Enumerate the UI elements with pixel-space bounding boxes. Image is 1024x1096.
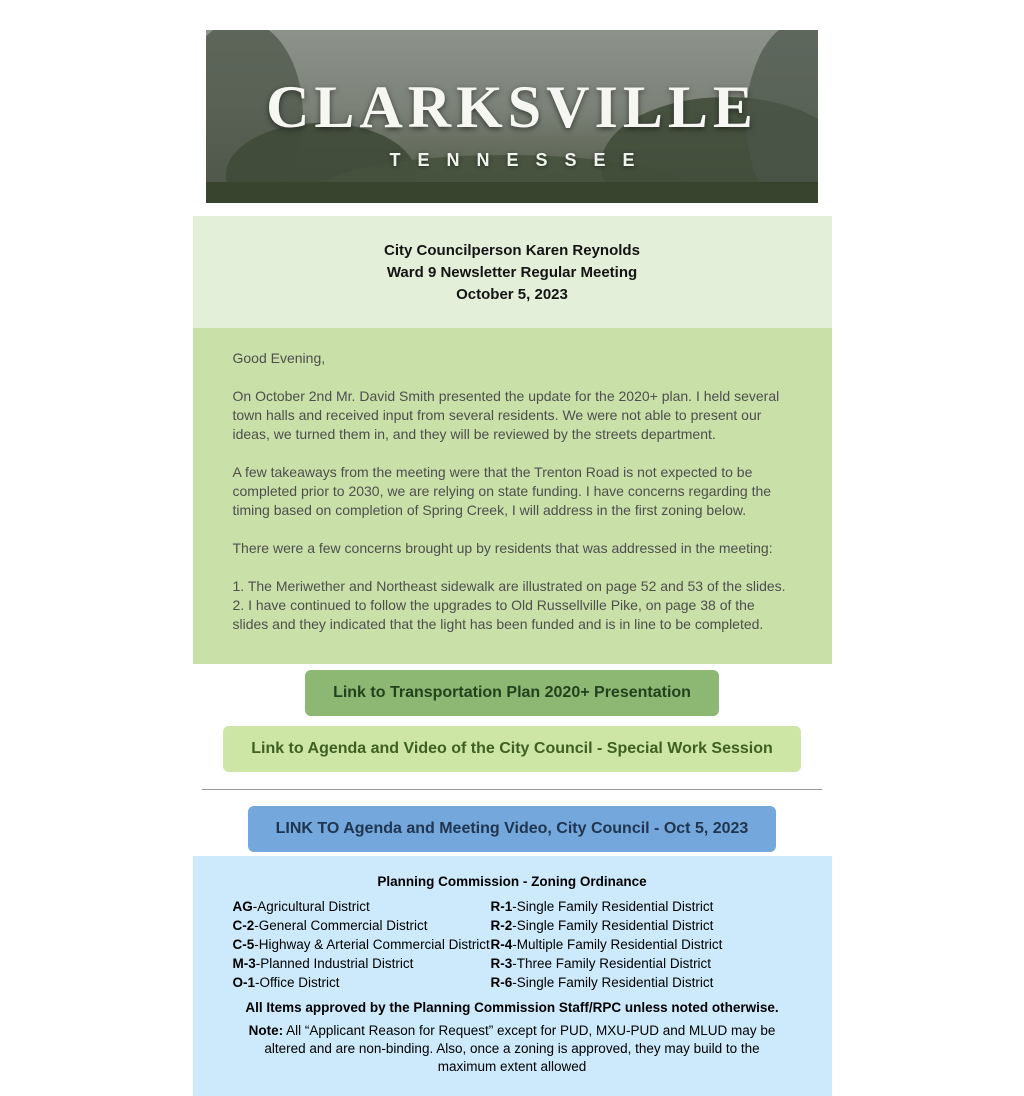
zoning-section-title: Planning Commission - Zoning Ordinance [377, 874, 647, 889]
zoning-row [233, 916, 792, 935]
approval-statement: All Items approved by the Planning Commission Staff/RPC unless noted otherwise. [245, 1000, 779, 1015]
note-body: All “Applicant Reason for Request” except for PUD, MXU-PUD and MLUD may be altered and are non-binding. Also, once a zoning is approved, they may build to the maximum extent allowed [264, 1023, 776, 1074]
zoning-entry [491, 935, 792, 954]
zoning-code: O-1 [232, 975, 256, 990]
zoning-code: R-6 [490, 975, 513, 990]
transportation-plan-link-button[interactable]: Link to Transportation Plan 2020+ Presentation [305, 670, 719, 716]
header-newsletter-title: Ward 9 Newsletter Regular Meeting [386, 264, 638, 281]
zoning-code: C-2 [232, 918, 255, 933]
zoning-entry [491, 916, 792, 935]
list-item-russellville: 2. I have continued to follow the upgrades to Old Russellville Pike, on page 38 of the slides and they indicated that the light has been funded and is in line to be completed. [232, 597, 764, 632]
zoning-entry [233, 973, 491, 992]
zoning-label: -Highway & Arterial Commercial District [254, 937, 490, 952]
zoning-label: -Agricultural District [252, 899, 370, 914]
zoning-label: -Single Family Residential District [512, 975, 714, 990]
meeting-video-link-button[interactable]: LINK TO Agenda and Meeting Video, City Council - Oct 5, 2023 [248, 806, 777, 852]
zoning-label: -Planned Industrial District [255, 956, 414, 971]
zoning-row [233, 897, 792, 916]
zoning-code: C-5 [232, 937, 255, 952]
banner-subtitle: TENNESSEE [389, 149, 652, 170]
section-divider [202, 789, 822, 790]
zoning-code: R-3 [490, 956, 513, 971]
paragraph-concerns-intro: There were a few concerns brought up by residents that was addressed in the meeting: [232, 540, 773, 556]
zoning-row [233, 935, 792, 954]
banner-image [206, 30, 818, 203]
letter-body [193, 328, 832, 664]
zoning-entry [233, 935, 491, 954]
zoning-row [233, 973, 792, 992]
header-councilperson: City Councilperson Karen Reynolds [384, 242, 640, 259]
zoning-label: -Single Family Residential District [512, 918, 714, 933]
paragraph-takeaways: A few takeaways from the meeting were that the Trenton Road is not expected to be completed prior to 2030, we are relying on state funding. I have concerns regarding the timing based on completion of Spring Creek, I will address in the first zoning below. [232, 464, 772, 518]
zoning-label: -Single Family Residential District [512, 899, 714, 914]
paragraph-plan-update: On October 2nd Mr. David Smith presented the update for the 2020+ plan. I held several town halls and received input from several residents. We were not able to present our ideas, we turned them in, and they will be reviewed by the streets department. [232, 388, 780, 442]
zoning-row [233, 954, 792, 973]
newsletter-content [193, 216, 832, 1096]
zoning-code: R-2 [490, 918, 513, 933]
zoning-label: -General Commercial District [254, 918, 428, 933]
zoning-code: R-1 [490, 899, 513, 914]
header-date: October 5, 2023 [456, 286, 568, 303]
banner-title: CLARKSVILLE [266, 73, 758, 140]
list-item-sidewalk: 1. The Meriwether and Northeast sidewalk are illustrated on page 52 and 53 of the slides. [232, 578, 786, 594]
zoning-ordinance-section [193, 856, 832, 1096]
zoning-entry [491, 973, 792, 992]
greeting-text: Good Evening, [232, 350, 326, 366]
zoning-code: M-3 [232, 956, 256, 971]
newsletter-header [193, 216, 832, 328]
zoning-label: -Multiple Family Residential District [512, 937, 723, 952]
zoning-entry [233, 897, 491, 916]
note-text [233, 1022, 792, 1076]
zoning-entry [491, 897, 792, 916]
work-session-link-button[interactable]: Link to Agenda and Video of the City Council - Special Work Session [223, 726, 801, 772]
note-label: Note: [248, 1023, 284, 1038]
zoning-entry [233, 916, 491, 935]
zoning-entry [491, 954, 792, 973]
zoning-code: R-4 [490, 937, 513, 952]
zoning-code: AG [232, 899, 253, 914]
zoning-label: -Three Family Residential District [512, 956, 712, 971]
zoning-entry [233, 954, 491, 973]
zoning-label: -Office District [255, 975, 340, 990]
